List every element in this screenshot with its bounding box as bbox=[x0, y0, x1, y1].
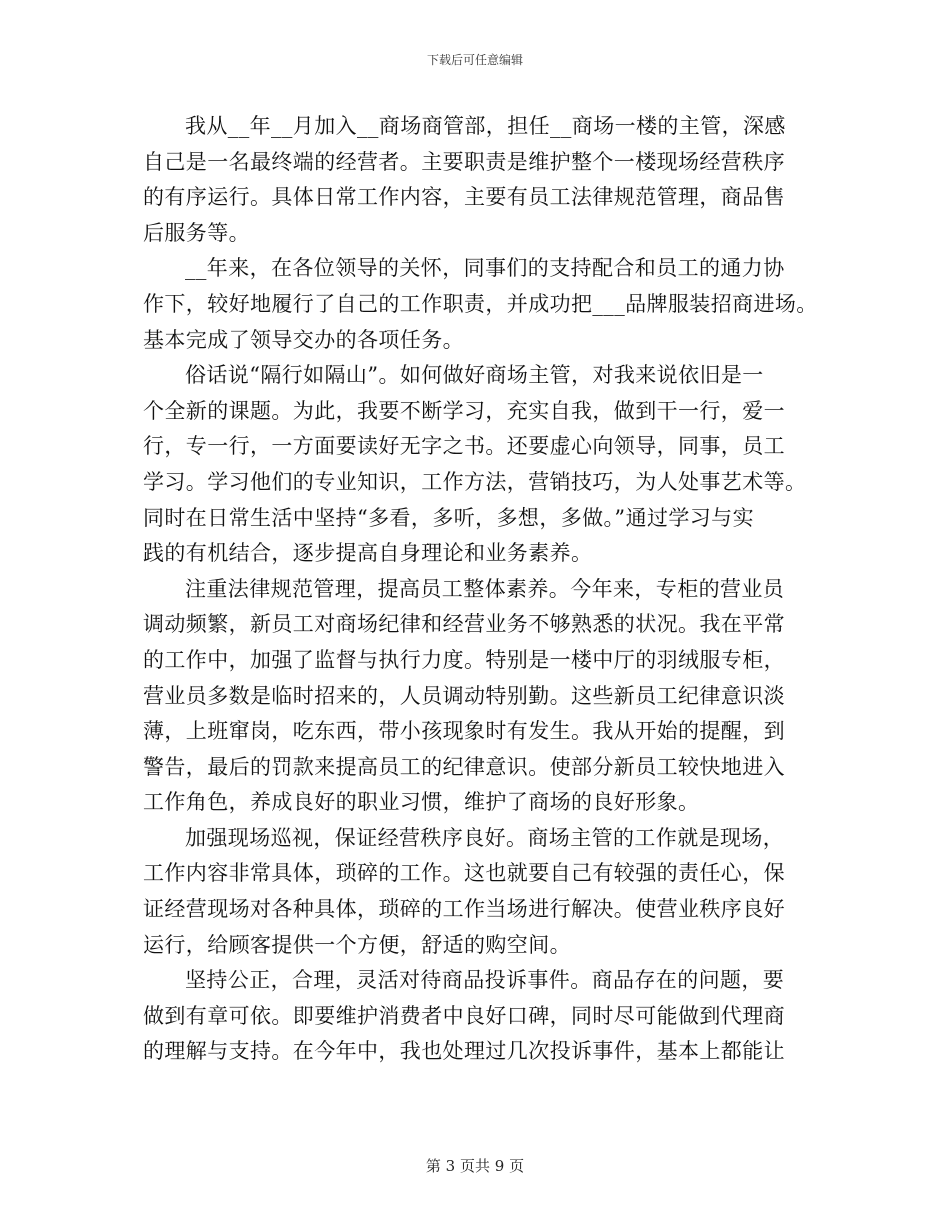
document-body bbox=[143, 109, 823, 1070]
page-footer: 第 3 页共 9 页 bbox=[425, 1157, 525, 1175]
text-line-5: __年来，在各位领导的关怀，同事们的支持配合和员工的通力协 bbox=[185, 256, 785, 281]
text-line-18: 薄，上班窜岗，吃东西，带小孩现象时有发生。我从开始的提醒，到 bbox=[143, 719, 785, 744]
text-line-22: 工作内容非常具体，琐碎的工作。这也就要自己有较强的责任心，保 bbox=[143, 861, 785, 886]
text-line-21: 加强现场巡视，保证经营秩序良好。商场主管的工作就是现场， bbox=[185, 825, 785, 850]
text-line-24: 运行，给顾客提供一个方便，舒适的购空间。 bbox=[143, 932, 571, 957]
text-line-10: 行，专一行，一方面要读好无字之书。还要虚心向领导，同事，员工 bbox=[143, 434, 785, 459]
text-line-12: 同时在日常生活中坚持“多看，多听，多想，多做。”通过学习与实 bbox=[143, 505, 754, 530]
text-line-17: 营业员多数是临时招来的，人员调动特别勤。这些新员工纪律意识淡 bbox=[143, 683, 785, 708]
text-line-26: 做到有章可依。即要维护消费者中良好口碑，同时尽可能做到代理商 bbox=[143, 1003, 785, 1028]
text-line-4: 后服务等。 bbox=[143, 220, 250, 245]
text-line-15: 调动频繁，新员工对商场纪律和经营业务不够熟悉的状况。我在平常 bbox=[143, 612, 785, 637]
text-line-25: 坚持公正，合理，灵活对待商品投诉事件。商品存在的问题，要 bbox=[185, 968, 785, 993]
text-line-27: 的理解与支持。在今年中，我也处理过几次投诉事件，基本上都能让 bbox=[143, 1039, 785, 1064]
text-line-14: 注重法律规范管理，提高员工整体素养。今年来，专柜的营业员 bbox=[185, 576, 785, 601]
text-line-1: 我从__年__月加入__商场商管部，担任__商场一楼的主管，深感 bbox=[185, 114, 786, 138]
text-line-7: 基本完成了领导交办的各项任务。 bbox=[143, 327, 464, 352]
text-line-23: 证经营现场对各种具体，琐碎的工作当场进行解决。使营业秩序良好 bbox=[143, 897, 785, 922]
text-line-8: 俗话说“隔行如隔山”。如何做好商场主管，对我来说依旧是一 bbox=[185, 363, 764, 388]
text-line-9: 个全新的课题。为此，我要不断学习，充实自我，做到干一行，爱一 bbox=[143, 398, 785, 423]
text-line-11: 学习。学习他们的专业知识，工作方法，营销技巧，为人处事艺术等。 bbox=[143, 469, 807, 494]
text-line-19: 警告，最后的罚款来提高员工的纪律意识。使部分新员工较快地进入 bbox=[143, 754, 785, 779]
page-header: 下载后可任意编辑 bbox=[426, 53, 523, 67]
text-line-2: 自己是一名最终端的经营者。主要职责是维护整个一楼现场经营秩序 bbox=[143, 149, 785, 174]
text-line-13: 践的有机结合，逐步提高自身理论和业务素养。 bbox=[143, 541, 593, 566]
text-line-3: 的有序运行。具体日常工作内容，主要有员工法律规范管理，商品售 bbox=[143, 185, 785, 210]
text-line-20: 工作角色，养成良好的职业习惯，维护了商场的良好形象。 bbox=[143, 790, 700, 815]
text-line-6: 作下，较好地履行了自己的工作职责，并成功把___品牌服装招商进场。 bbox=[143, 291, 818, 316]
text-line-16: 的工作中，加强了监督与执行力度。特别是一楼中厅的羽绒服专柜， bbox=[143, 647, 785, 672]
